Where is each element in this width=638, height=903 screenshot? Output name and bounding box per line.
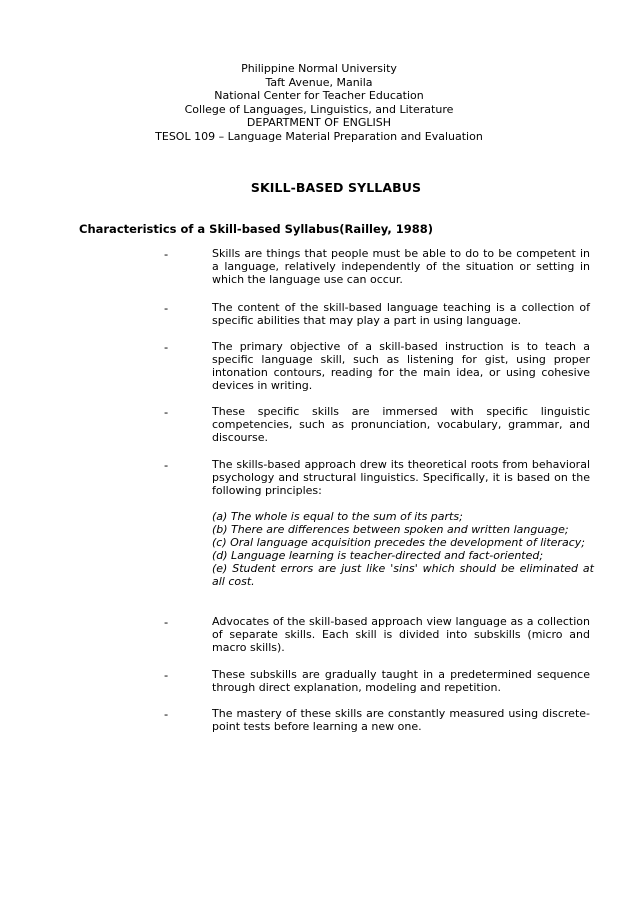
bullet-dash: - <box>164 458 169 472</box>
principle-e: (e) Student errors are just like 'sins' which should be eliminated at all cost. <box>212 562 594 588</box>
bullet-dash: - <box>164 340 169 354</box>
header-address: Taft Avenue, Manila <box>265 75 373 89</box>
list-item-text: The primary objective of a skill-based instruction is to teach a specific language skill, such as listening for gist, using proper intonation contours, reading for the main idea, or using cohesive devices in writing. <box>212 340 590 392</box>
list-item-text: Advocates of the skill-based approach view language as a collection of separate skills. Each skill is divided into subskills (micro and macro skills). <box>212 615 590 654</box>
document-title: SKILL-BASED SYLLABUS <box>250 180 422 195</box>
principle-c: (c) Oral language acquisition precedes the development of literacy; <box>212 536 585 549</box>
header-college: College of Languages, Linguistics, and Literature <box>184 102 454 116</box>
bullet-dash: - <box>164 405 169 419</box>
principle-b: (b) There are differences between spoken and written language; <box>212 523 569 536</box>
bullet-dash: - <box>164 668 169 682</box>
principle-d: (d) Language learning is teacher-directed and fact-oriented; <box>212 549 544 562</box>
section-heading: Characteristics of a Skill-based Syllabus(Railley, 1988) <box>79 222 433 236</box>
list-item-text: The mastery of these skills are constantly measured using discrete-point tests before learning a new one. <box>212 707 590 733</box>
header-course: TESOL 109 – Language Material Preparation and Evaluation <box>155 129 483 143</box>
header-university: Philippine Normal University <box>241 62 397 75</box>
list-item-text: Skills are things that people must be able to do to be competent in a language, relatively independently of the situation or setting in which the language use can occur. <box>212 247 590 286</box>
bullet-dash: - <box>164 615 169 629</box>
list-item-text: These specific skills are immersed with specific linguistic competencies, such as pronunciation, vocabulary, grammar, and discourse. <box>212 405 590 444</box>
header-center: National Center for Teacher Education <box>214 89 424 102</box>
bullet-dash: - <box>164 247 169 261</box>
bullet-dash: - <box>164 707 169 721</box>
list-item-text: These subskills are gradually taught in a predetermined sequence through direct explanation, modeling and repetition. <box>212 668 590 694</box>
document-header <box>0 62 638 143</box>
principles-list <box>212 510 594 588</box>
list-item-text: The content of the skill-based language teaching is a collection of specific abilities that may play a part in using language. <box>212 301 590 327</box>
principle-a: (a) The whole is equal to the sum of its parts; <box>212 510 463 523</box>
bullet-dash: - <box>164 301 169 315</box>
header-department: DEPARTMENT OF ENGLISH <box>246 116 392 129</box>
list-item-text: The skills-based approach drew its theoretical roots from behavioral psychology and structural linguistics. Specifically, it is based on the following principles: <box>212 458 590 497</box>
